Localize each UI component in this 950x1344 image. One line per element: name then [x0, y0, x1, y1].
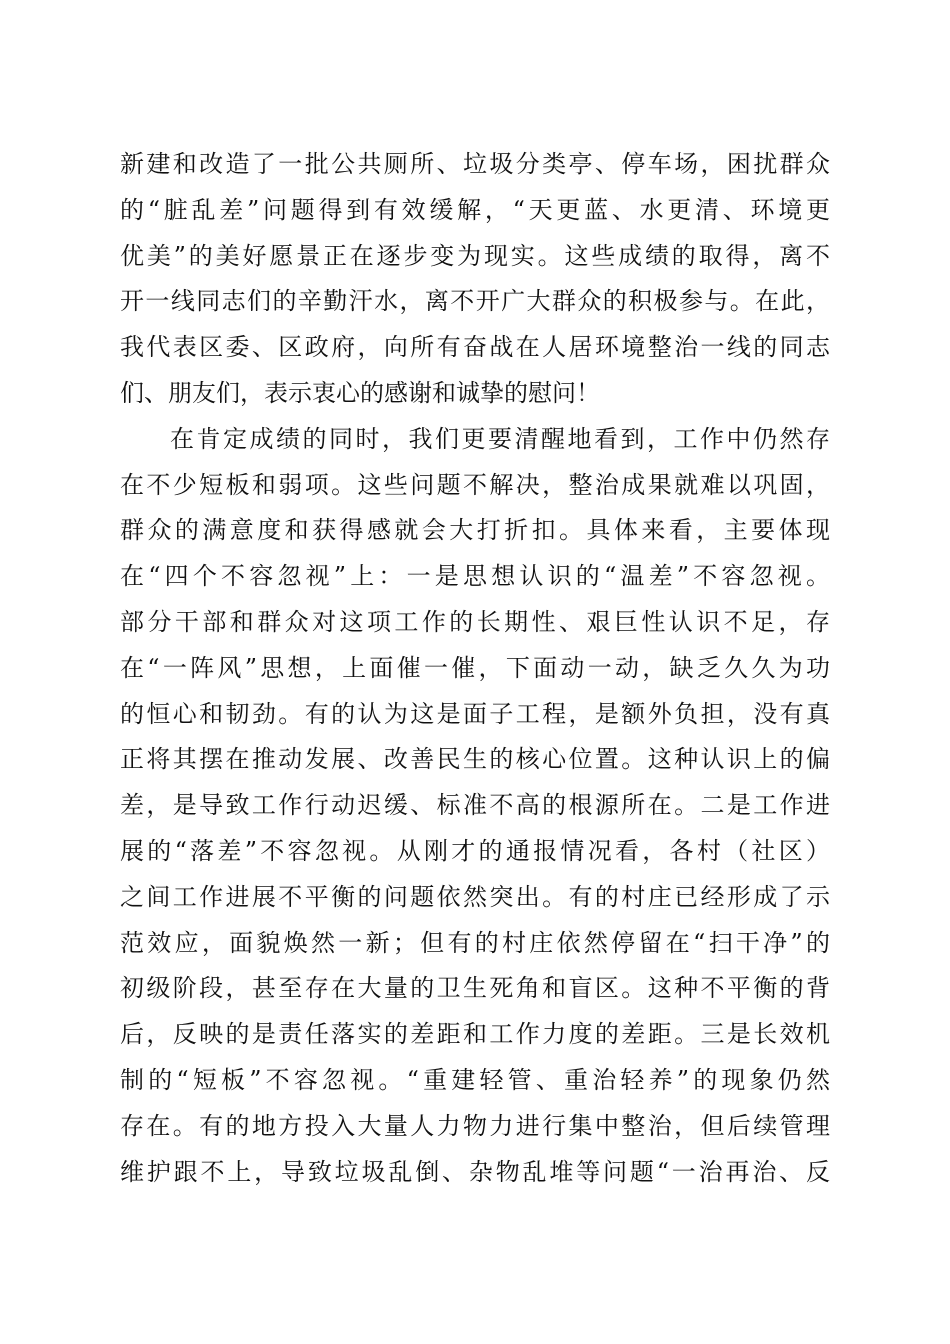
text-line: 群众的满意度和获得感就会大打折扣。具体来看，主要体现	[120, 516, 830, 545]
text-line: 开一线同志们的辛勤汗水，离不开广大群众的积极参与。在此，	[120, 287, 830, 316]
text-line: 们、朋友们，表示衷心的感谢和诚挚的慰问！	[120, 378, 600, 407]
text-line: 初级阶段，甚至存在大量的卫生死角和盲区。这种不平衡的背	[120, 974, 830, 1003]
text-line: 制的“短板”不容忽视。“重建轻管、重治轻养”的现象仍然	[120, 1065, 830, 1094]
text-line: 维护跟不上，导致垃圾乱倒、杂物乱堆等问题“一治再治、反	[120, 1157, 830, 1186]
text-line: 范效应，面貌焕然一新；但有的村庄依然停留在“扫干净”的	[120, 928, 830, 957]
text-line: 的“脏乱差”问题得到有效缓解，“天更蓝、水更清、环境更	[120, 195, 830, 224]
text-line: 优美”的美好愿景正在逐步变为现实。这些成绩的取得，离不	[120, 241, 830, 270]
text-line: 我代表区委、区政府，向所有奋战在人居环境整治一线的同志	[120, 333, 830, 362]
text-line: 展的“落差”不容忽视。从刚才的通报情况看，各村（社区）	[120, 836, 830, 865]
text-line: 正将其摆在推动发展、改善民生的核心位置。这种认识上的偏	[120, 745, 830, 774]
text-line: 之间工作进展不平衡的问题依然突出。有的村庄已经形成了示	[120, 882, 830, 911]
text-line: 新建和改造了一批公共厕所、垃圾分类亭、停车场，困扰群众	[120, 150, 830, 178]
text-line: 的恒心和韧劲。有的认为这是面子工程，是额外负担，没有真	[120, 699, 830, 728]
text-line: 部分干部和群众对这项工作的长期性、艰巨性认识不足，存	[120, 607, 830, 636]
text-line: 存在。有的地方投入大量人力物力进行集中整治，但后续管理	[120, 1111, 830, 1140]
paragraph-start-line: 在肯定成绩的同时，我们更要清醒地看到，工作中仍然存	[170, 424, 830, 453]
text-line: 在“四个不容忽视”上：一是思想认识的“温差”不容忽视。	[120, 562, 830, 591]
text-line: 差，是导致工作行动迟缓、标准不高的根源所在。二是工作进	[120, 791, 830, 820]
text-line: 在“一阵风”思想，上面催一催，下面动一动，缺乏久久为功	[120, 653, 830, 682]
body-text	[120, 142, 830, 1195]
text-line: 在不少短板和弱项。这些问题不解决，整治成果就难以巩固，	[120, 470, 830, 499]
text-line: 后，反映的是责任落实的差距和工作力度的差距。三是长效机	[120, 1020, 830, 1049]
